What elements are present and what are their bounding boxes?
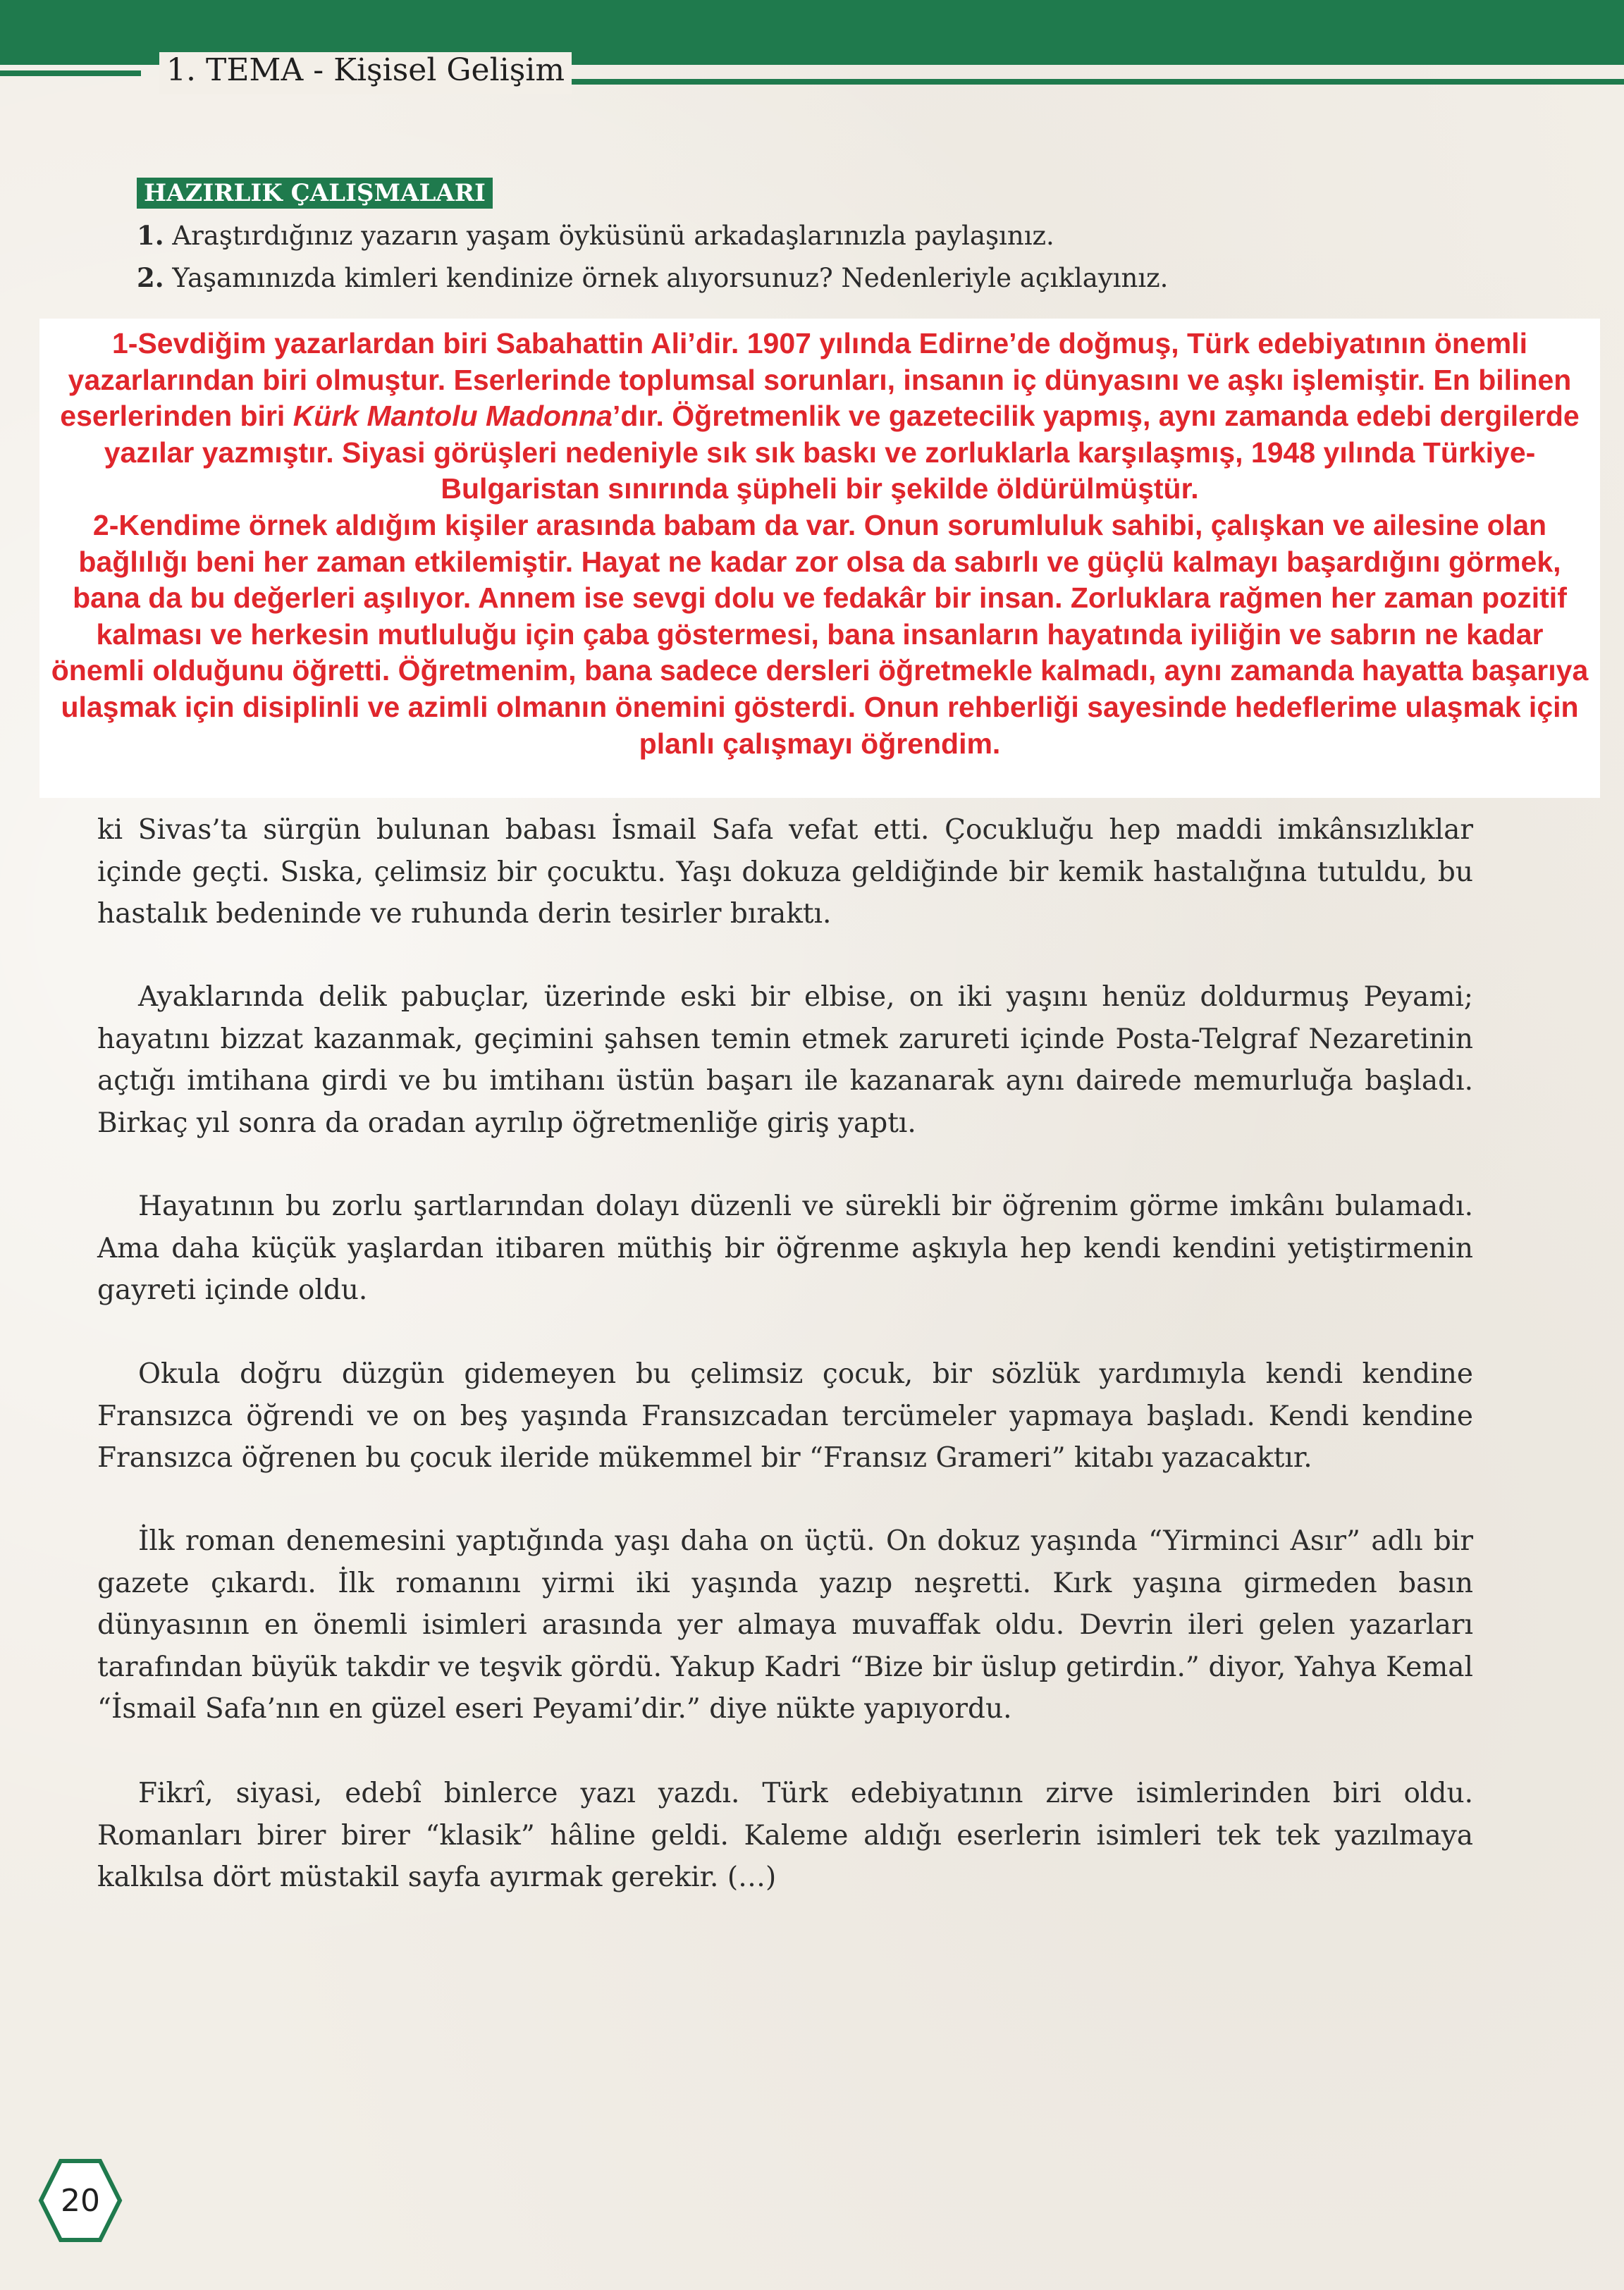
question-number: 1.	[137, 220, 164, 251]
page-number-badge	[37, 2157, 124, 2244]
header-rule-left	[0, 70, 141, 76]
body-paragraph-3	[97, 1186, 1473, 1312]
paragraph-text: Hayatının bu zorlu şartlarından dolayı düzenli ve sürekli bir öğrenim görme imkânı bulamadı. Ama daha küçük yaşlardan itibaren müthiş bir öğrenme aşkıyla hep kendi kendini yetiştirmenin gayreti içinde oldu.	[97, 1190, 1473, 1306]
answer-1	[47, 326, 1593, 507]
answer-1-part-2: ’dır. Öğretmenlik ve gazetecilik yapmış, aynı zamanda edebi dergilerde yazılar yazmıştır. Siyasi görüşleri nedeniyle sık sık baskı ve zorluklarla karşılaşmış, 1948 yılında Türkiye-Bulgaristan sınırında şüpheli bir şekilde öldürülmüştür.	[104, 400, 1580, 505]
answer-1-book-title: Kürk Mantolu Madonna	[293, 400, 613, 433]
page-number: 20	[61, 2182, 100, 2219]
header-title: 1. TEMA - Kişisel Gelişim	[159, 52, 572, 94]
paragraph-text: İlk roman denemesini yaptığında yaşı daha on üçtü. On dokuz yaşında “Yirminci Asır” adlı bir gazete çıkardı. İlk romanını yirmi iki yaşında yazıp neşretti. Kırk yaşına girmeden basın dünyasının en önemli isimleri arasında yer almaya muvaffak oldu. Devrin ileri gelen yazarları tarafından büyük takdir ve teşvik gördü. Yakup Kadri “Bize bir üslup getirdin.” diyor, Yahya Kemal “İsmail Safa’nın en güzel eseri Peyami’dir.” diye nükte yapıyordu.	[97, 1525, 1473, 1725]
body-paragraph-6	[97, 1773, 1473, 1899]
answer-1-part-1: 1-Sevdiğim yazarlardan biri Sabahattin Ali’dir. 1907 yılında Edirne’de doğmuş, Türk edebiyatının önemli yazarlarından biri olmuştur. Eserlerinde toplumsal sorunları, insanın iç dünyasını ve aşkı işlemiştir. En bilinen eserlerinden biri	[60, 327, 1572, 433]
question-text: Araştırdığınız yazarın yaşam öyküsünü arkadaşlarınızla paylaşınız.	[164, 221, 1054, 251]
paragraph-text: ki Sivas’ta sürgün bulunan babası İsmail Safa vefat etti. Çocukluğu hep maddi imkânsızlıklar içinde geçti. Sıska, çelimsiz bir çocuktu. Yaşı dokuza geldiğinde bir kemik hastalığına tutuldu, bu hastalık bedeninde ve ruhunda derin tesirler bıraktı.	[97, 814, 1473, 930]
header-rule-right	[557, 79, 1624, 85]
hazirlik-question-2	[137, 262, 1168, 293]
answer-text	[47, 326, 1593, 762]
body-paragraph-2	[97, 976, 1473, 1144]
body-paragraph-1	[97, 809, 1473, 935]
body-paragraph-4	[97, 1353, 1473, 1479]
question-number: 2.	[137, 262, 164, 293]
hazirlik-question-1	[137, 220, 1054, 251]
body-paragraph-5	[97, 1520, 1473, 1730]
hazirlik-label: HAZIRLIK ÇALIŞMALARI	[137, 178, 493, 209]
answer-2: 2-Kendime örnek aldığım kişiler arasında babam da var. Onun sorumluluk sahibi, çalışkan ve ailesine olan bağlılığı beni her zaman etkilemiştir. Hayat ne kadar zor olsa da sabırlı ve güçlü kalmayı başardığını görmek, bana da bu değerleri aşılıyor. Annem ise sevgi dolu ve fedakâr bir insan. Zorluklara rağmen her zaman pozitif kalması ve herkesin mutluluğu için çaba göstermesi, bana insanların hayatında iyiliğin ve sabrın ne kadar önemli olduğunu öğretti. Öğretmenim, bana sadece dersleri öğretmekle kalmadı, aynı zamanda hayatta başarıya ulaşmak için disiplinli ve azimli olmanın önemini gösterdi. Onun rehberliği sayesinde hedeflerime ulaşmak için planlı çalışmayı öğrendim.	[51, 508, 1589, 760]
paragraph-text: Fikrî, siyasi, edebî binlerce yazı yazdı. Türk edebiyatının zirve isimlerinden biri oldu. Romanları birer birer “klasik” hâline geldi. Kaleme aldığı eserlerin isimleri tek tek yazılmaya kalkılsa dört müstakil sayfa ayırmak gerekir. (…)	[97, 1778, 1473, 1893]
paragraph-text: Okula doğru düzgün gidemeyen bu çelimsiz çocuk, bir sözlük yardımıyla kendi kendine Fransızca öğrendi ve on beş yaşında Fransızcadan tercümeler yapmaya başladı. Kendi kendine Fransızca öğrenen bu çocuk ileride mükemmel bir “Fransız Grameri” kitabı yazacaktır.	[97, 1358, 1473, 1474]
paragraph-text: Ayaklarında delik pabuçlar, üzerinde eski bir elbise, on iki yaşını henüz doldurmuş Peyami; hayatını bizzat kazanmak, geçimini şahsen temin etmek zarureti içinde Posta-Telgraf Nezaretinin açtığı imtihana girdi ve bu imtihanı üstün başarı ile kazanarak aynı dairede memurluğa başladı. Birkaç yıl sonra da oradan ayrılıp öğretmenliğe giriş yaptı.	[97, 981, 1473, 1139]
question-text: Yaşamınızda kimleri kendinize örnek alıyorsunuz? Nedenleriyle açıklayınız.	[164, 263, 1169, 293]
